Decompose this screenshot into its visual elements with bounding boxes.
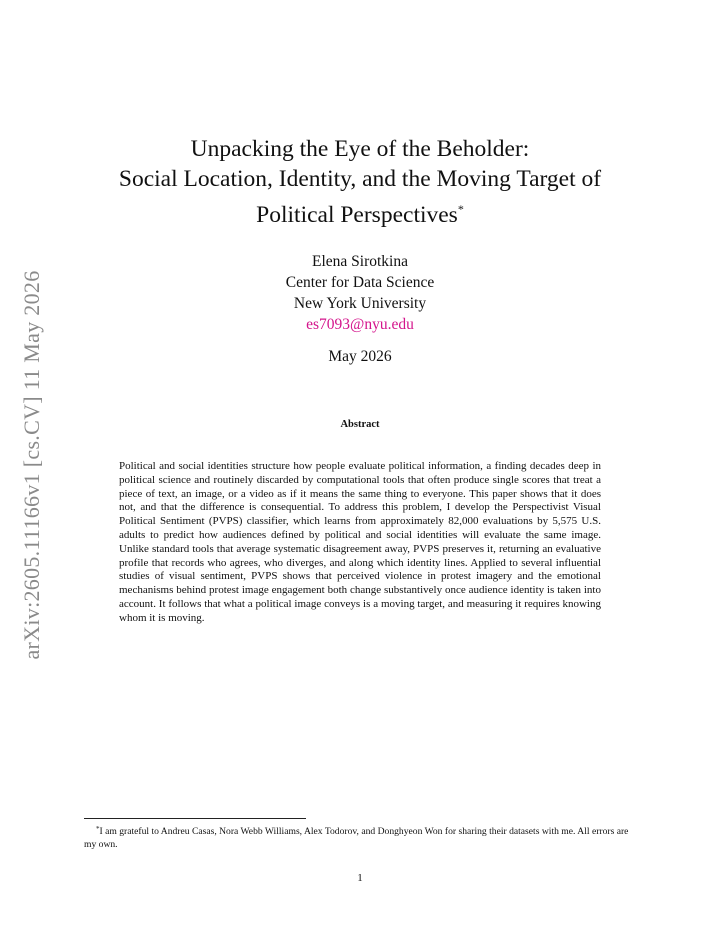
title-line-2: Social Location, Identity, and the Moving Target of <box>118 166 602 192</box>
footnote-divider <box>84 818 306 819</box>
title-line-3 <box>80 194 640 230</box>
title-line-1: Unpacking the Eye of the Beholder: <box>190 136 530 162</box>
author-affiliation: Center for Data Science <box>285 274 435 291</box>
footnote-text: I am grateful to Andreu Casas, Nora Webb Williams, Alex Todorov, and Donghyeon Won for sharing their datasets with me. All errors are my own. <box>84 826 629 850</box>
author-block <box>160 251 560 335</box>
author-institution: New York University <box>293 295 427 312</box>
publication-date: May 2026 <box>328 348 392 365</box>
footnote <box>84 823 640 851</box>
footnote-mark: * <box>96 825 100 833</box>
title-footnote-mark[interactable]: * <box>457 202 464 216</box>
abstract-text: Political and social identities structure how people evaluate political information, a finding decades deep in political science and routinely discarded by computational tools that often produce single scores that treat a piece of text, an image, or a video as if it means the same thing to everyone. This paper shows that it does not, and that the difference is consequential. To address this problem, I develop the Perspectivist Visual Political Sentiment (PVPS) classifier, which learns from approximately 82,000 evaluations by 5,575 U.S. adults to predict how audiences defined by political and social identities will evaluate the same image. Unlike standard tools that average systematic disagreement away, PVPS preserves it, returning an evaluative profile that records who agrees, who diverges, and along which identity lines. Applied to several influential studies of visual sentiment, PVPS shows that perceived violence in protest imagery and the emotional mechanisms behind protest image engagement both change substantively once audience identity is taken into account. It follows that what a political image conveys is a moving target, and measuring it requires knowing whom it is moving. <box>119 460 601 624</box>
title-line-3-text: Political Perspectives <box>256 202 458 228</box>
abstract-heading: Abstract <box>340 419 380 430</box>
author-email-link[interactable]: es7093@nyu.edu <box>306 316 414 333</box>
arxiv-identifier-stamp: arXiv:2605.11166v1 [cs.CV] 11 May 2026 <box>19 270 44 660</box>
page-number: 1 <box>357 872 363 884</box>
author-name: Elena Sirotkina <box>312 253 408 270</box>
paper-title <box>80 134 640 230</box>
